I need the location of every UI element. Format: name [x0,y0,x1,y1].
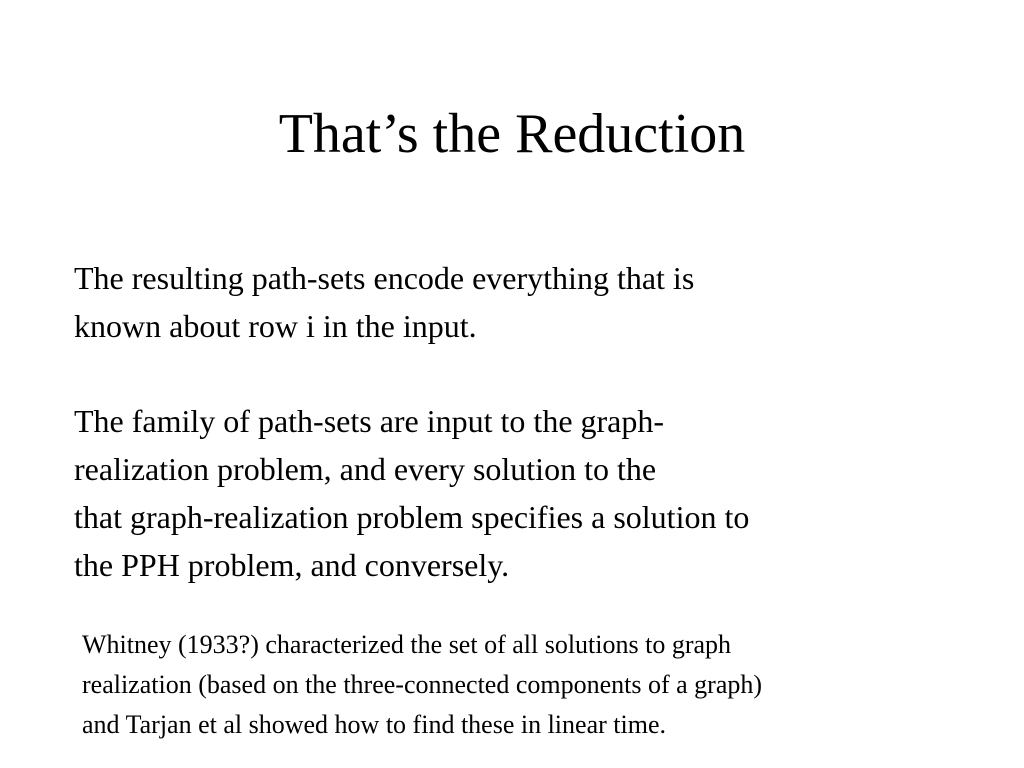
note-line: Whitney (1933?) characterized the set of all solutions to graph [82,630,732,659]
paragraph-line: The family of path-sets are input to the graph- [74,403,665,439]
note-line: and Tarjan et al showed how to find these in linear time. [82,710,666,739]
note-line: realization (based on the three-connected components of a graph) [82,670,763,699]
paragraph-line: The resulting path-sets encode everything that is [74,260,695,296]
paragraph-graph-realization [74,397,749,589]
paragraph-line: the PPH problem, and conversely. [74,547,510,583]
whitney-note [82,625,762,745]
paragraph-line: realization problem, and every solution to the [74,451,657,487]
paragraph-path-sets-encode [74,254,694,350]
slide-title: That’s the Reduction [278,103,746,165]
paragraph-line: known about row i in the input. [74,308,477,344]
paragraph-line: that graph-realization problem specifies a solution to [74,499,750,535]
